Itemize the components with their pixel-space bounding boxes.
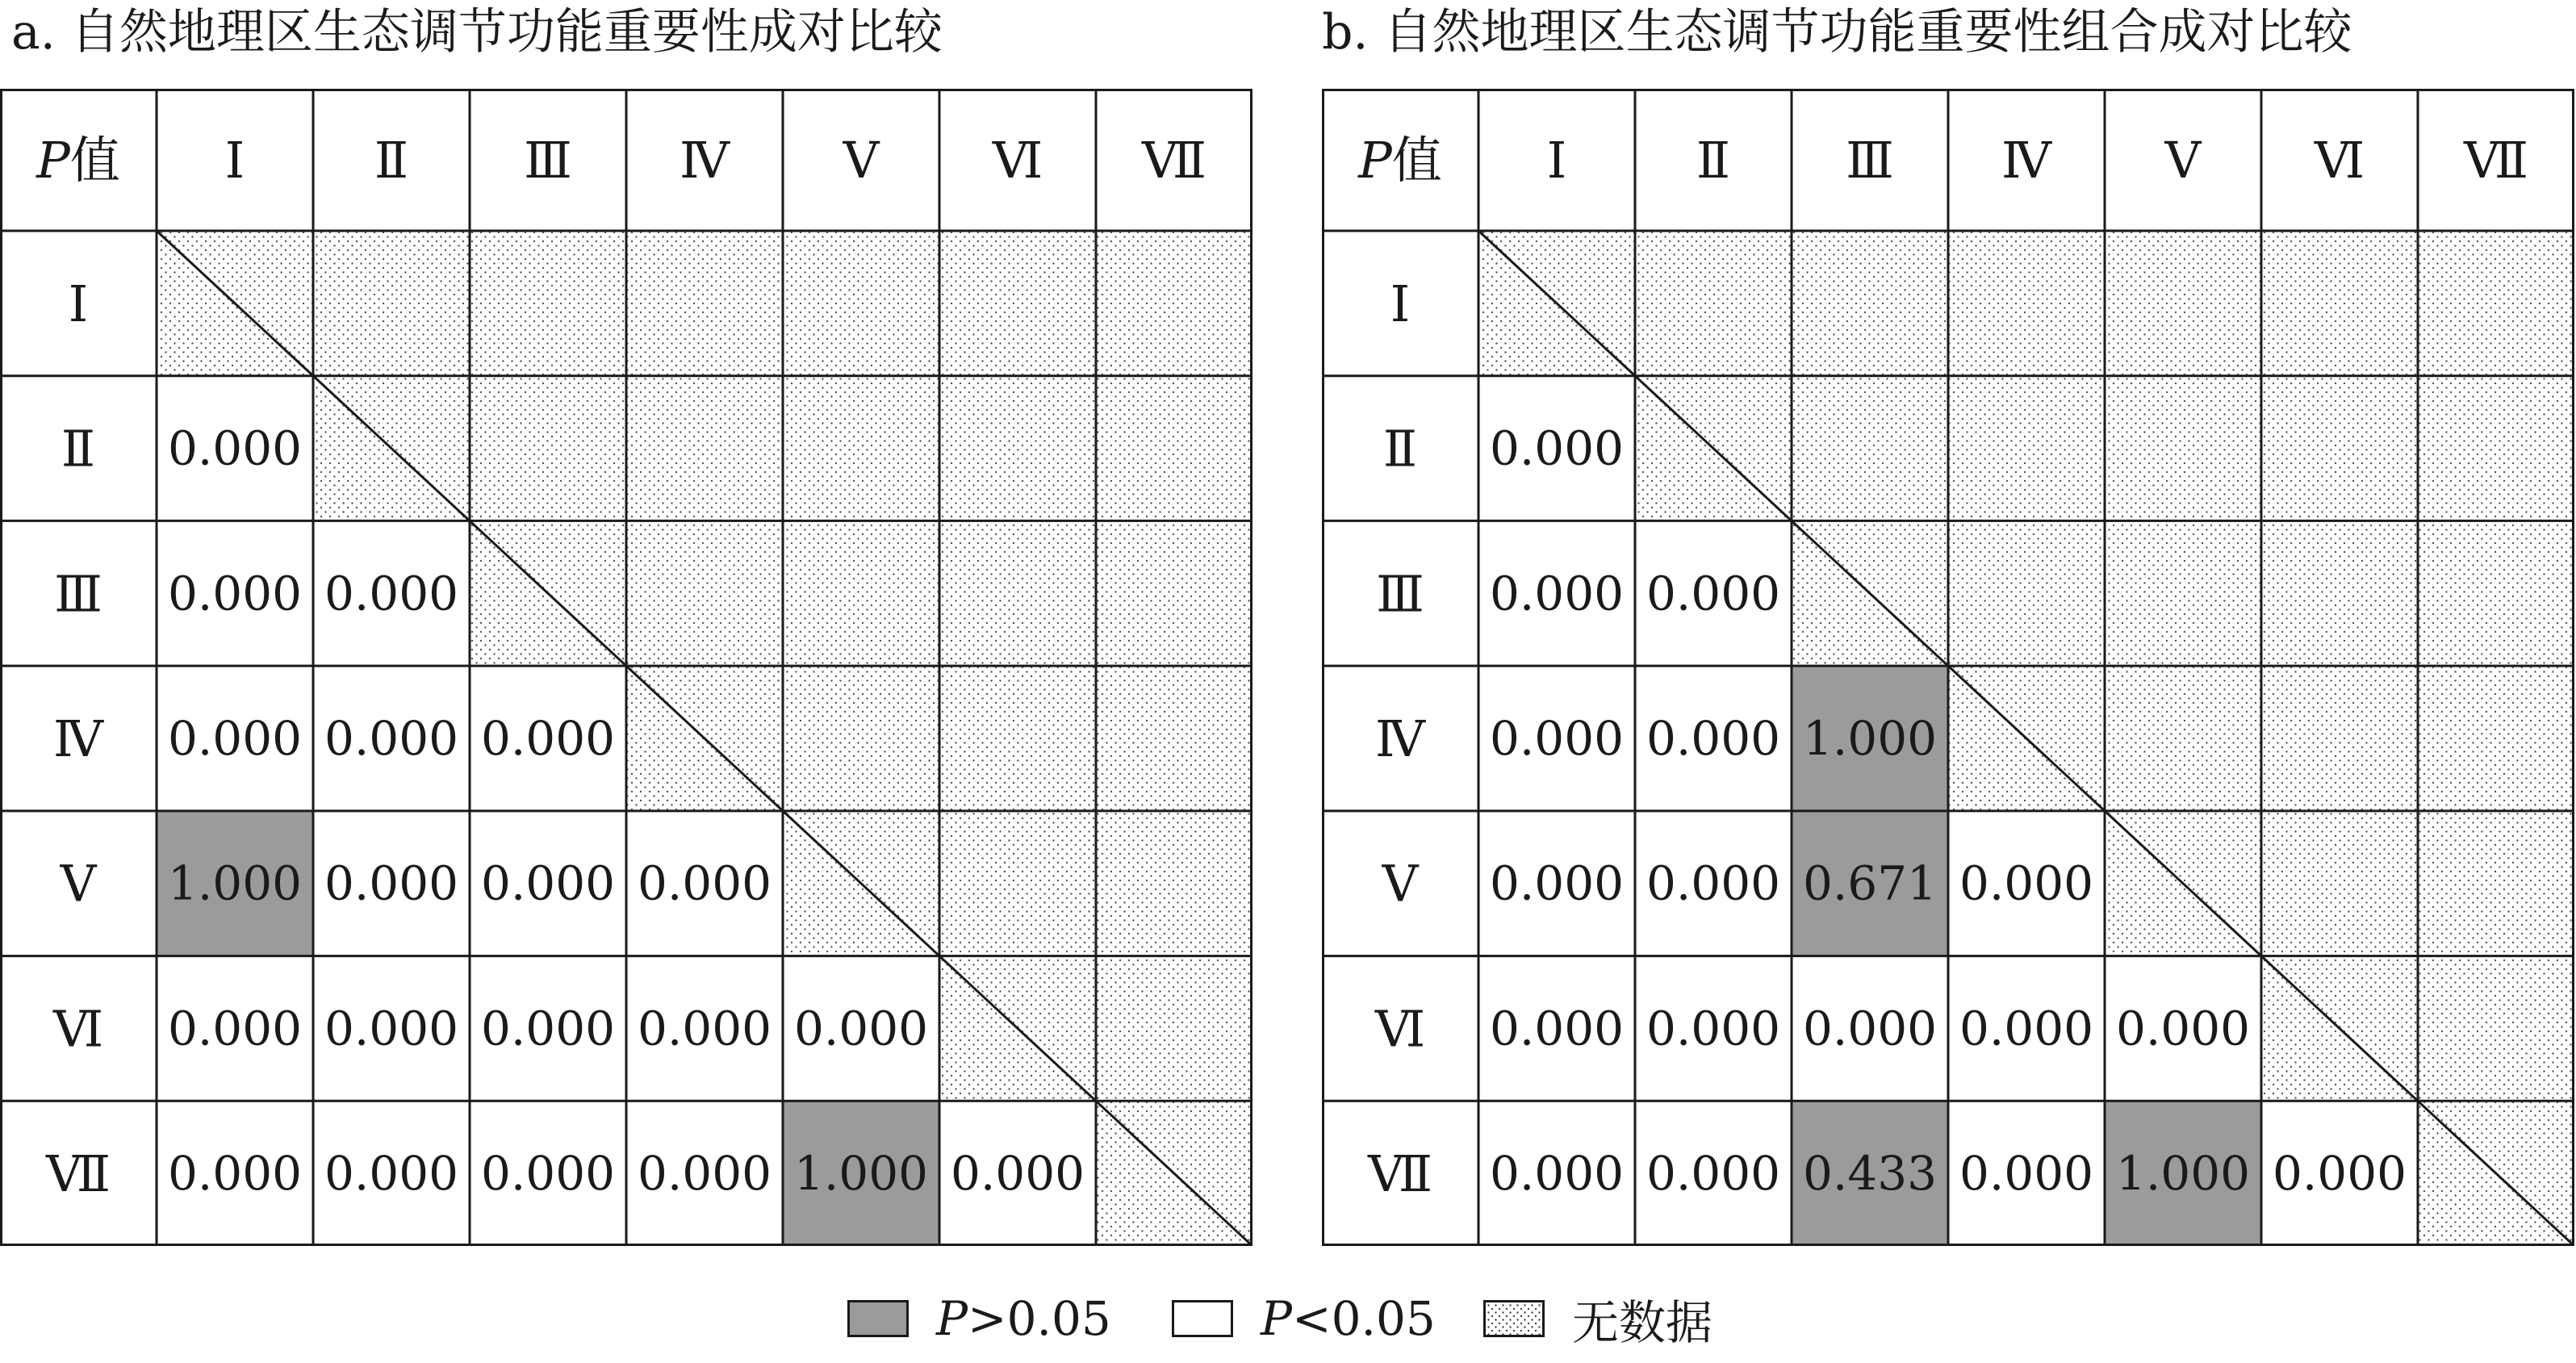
- table-row: [69, 231, 1252, 376]
- table-row: [1375, 666, 2574, 811]
- nodata-cell: [783, 521, 939, 666]
- cell-value: 0.000: [1646, 711, 1781, 766]
- nodata-cell: [1792, 376, 1948, 521]
- nodata-cell: [2105, 521, 2261, 666]
- row-header-7: Ⅶ: [1367, 1144, 1433, 1204]
- nodata-cell: [2418, 521, 2574, 666]
- column-header-4: Ⅳ: [680, 131, 730, 190]
- cell-value: 0.000: [480, 711, 616, 766]
- cell-value: 1.000: [793, 1146, 929, 1202]
- cell-value: 0.000: [167, 566, 303, 621]
- column-headers: [36, 131, 1206, 190]
- panel-b-title: b. 自然地理区生态调节功能重要性组合成对比较: [1322, 4, 2352, 61]
- legend-label-gt: P>0.05: [936, 1291, 1111, 1346]
- cell-value: 1.000: [1802, 711, 1938, 766]
- nodata-cell: [1096, 521, 1252, 666]
- nodata-cell: [1096, 956, 1252, 1102]
- nodata-cell: [1948, 521, 2105, 666]
- nodata-cell: [1792, 231, 1948, 376]
- nodata-cell: [2261, 376, 2418, 521]
- cell-value: 0.000: [1802, 1001, 1938, 1056]
- cell-value: 0.433: [1802, 1146, 1938, 1202]
- cell-value: 0.000: [637, 1146, 772, 1202]
- nodata-cell: [939, 521, 1096, 666]
- nodata-cell: [783, 666, 939, 811]
- row-header-4: Ⅳ: [53, 709, 103, 768]
- row-header-6: Ⅵ: [1374, 999, 1426, 1059]
- cell-value: 0.000: [1489, 1146, 1625, 1202]
- column-header-1: Ⅰ: [1546, 131, 1567, 190]
- legend-swatch-gray: [847, 1300, 909, 1337]
- nodata-cell: [783, 231, 939, 376]
- nodata-cell: [626, 521, 783, 666]
- cell-value: 0.000: [167, 711, 303, 766]
- nodata-cell: [2418, 811, 2574, 956]
- row-header-2: Ⅱ: [1382, 419, 1418, 479]
- column-header-2: Ⅱ: [1696, 131, 1731, 190]
- legend-swatch-white: [1172, 1300, 1233, 1337]
- table-row: [53, 666, 1252, 811]
- cell-value: 0.000: [1489, 711, 1625, 766]
- row-header-4: Ⅳ: [1375, 709, 1425, 768]
- cell-value: 0.000: [637, 855, 772, 911]
- table-row: [60, 811, 1252, 956]
- column-headers: [1357, 131, 2528, 190]
- cell-value: 1.000: [167, 855, 303, 911]
- nodata-cell: [939, 231, 1096, 376]
- nodata-cell: [1096, 811, 1252, 956]
- column-header-1: Ⅰ: [224, 131, 245, 190]
- legend-label-lt: P<0.05: [1261, 1291, 1436, 1346]
- row-header-1: Ⅰ: [1390, 274, 1411, 333]
- matrix-svg-1: [1322, 89, 2574, 1246]
- row-header-1: Ⅰ: [68, 274, 89, 333]
- cell-value: 0.000: [1959, 1146, 2094, 1202]
- nodata-cell: [626, 376, 783, 521]
- nodata-cell: [2105, 231, 2261, 376]
- cell-value: 0.000: [1646, 855, 1781, 911]
- nodata-cell: [939, 666, 1096, 811]
- panel-a-matrix: [0, 89, 1252, 1246]
- nodata-cell: [1948, 231, 2105, 376]
- nodata-cell: [470, 376, 626, 521]
- cell-value: 0.000: [167, 1146, 303, 1202]
- legend-item-nodata: [1483, 1290, 1712, 1348]
- cell-value: 0.000: [1489, 855, 1625, 911]
- cell-value: 0.000: [2272, 1146, 2407, 1202]
- nodata-cell: [2418, 231, 2574, 376]
- cell-value: 0.000: [1489, 566, 1625, 621]
- column-header-6: Ⅵ: [992, 131, 1043, 190]
- cell-value: 0.000: [2115, 1001, 2251, 1056]
- row-header-3: Ⅲ: [54, 564, 102, 624]
- cell-value: 0.000: [167, 420, 303, 476]
- nodata-cell: [313, 231, 470, 376]
- table-row: [54, 521, 1252, 666]
- cell-value: 0.000: [324, 566, 459, 621]
- legend-swatch-dotted: [1483, 1300, 1545, 1337]
- cell-value: 0.000: [324, 1001, 459, 1056]
- column-header-3: Ⅲ: [524, 131, 572, 190]
- table-row: [45, 1101, 1252, 1246]
- nodata-cell: [939, 376, 1096, 521]
- legend-item-significant-lt: [1172, 1290, 1436, 1348]
- table-row: [1367, 1101, 2574, 1246]
- nodata-cell: [939, 811, 1096, 956]
- nodata-cell: [626, 231, 783, 376]
- nodata-cell: [2261, 811, 2418, 956]
- corner-label: P值: [36, 131, 120, 190]
- cell-value: 0.000: [950, 1146, 1085, 1202]
- column-header-5: Ⅴ: [843, 131, 880, 190]
- table-row: [1390, 231, 2574, 376]
- nodata-cell: [2418, 666, 2574, 811]
- column-header-7: Ⅶ: [1141, 131, 1207, 190]
- column-header-4: Ⅳ: [2001, 131, 2051, 190]
- nodata-cell: [2105, 666, 2261, 811]
- row-header-2: Ⅱ: [61, 419, 96, 479]
- cell-value: 0.000: [480, 1001, 616, 1056]
- cell-value: 0.000: [1646, 1146, 1781, 1202]
- cell-value: 0.000: [637, 1001, 772, 1056]
- row-header-5: Ⅴ: [1382, 854, 1419, 914]
- cell-value: 0.000: [324, 855, 459, 911]
- table-row: [61, 376, 1252, 521]
- cell-value: 0.000: [324, 711, 459, 766]
- table-row: [1382, 811, 2574, 956]
- cell-value: 0.671: [1802, 855, 1938, 911]
- nodata-cell: [2105, 376, 2261, 521]
- cell-value: 0.000: [1646, 566, 1781, 621]
- row-header-6: Ⅵ: [52, 999, 104, 1059]
- panel-a-title: a. 自然地理区生态调节功能重要性成对比较: [11, 4, 943, 61]
- column-header-5: Ⅴ: [2164, 131, 2202, 190]
- table-row: [1376, 521, 2574, 666]
- table-row: [1383, 376, 2574, 521]
- cell-value: 0.000: [480, 855, 616, 911]
- nodata-cell: [2261, 666, 2418, 811]
- nodata-cell: [1948, 376, 2105, 521]
- row-header-3: Ⅲ: [1376, 564, 1424, 624]
- cell-value: 0.000: [167, 1001, 303, 1056]
- cell-value: 0.000: [793, 1001, 929, 1056]
- nodata-cell: [2418, 376, 2574, 521]
- nodata-cell: [783, 376, 939, 521]
- row-header-5: Ⅴ: [60, 854, 97, 914]
- cell-value: 0.000: [1959, 1001, 2094, 1056]
- legend-label-nodata: 无数据: [1572, 1295, 1713, 1350]
- cell-value: 0.000: [324, 1146, 459, 1202]
- row-header-7: Ⅶ: [45, 1144, 111, 1204]
- matrix-svg-0: [0, 89, 1252, 1246]
- cell-value: 1.000: [2115, 1146, 2251, 1202]
- legend-item-significant-gt: [847, 1290, 1111, 1348]
- nodata-cell: [2261, 231, 2418, 376]
- nodata-cell: [2261, 521, 2418, 666]
- cell-value: 0.000: [1489, 1001, 1625, 1056]
- nodata-cell: [2418, 956, 2574, 1102]
- nodata-cell: [1096, 376, 1252, 521]
- cell-value: 0.000: [1959, 855, 2094, 911]
- nodata-cell: [1096, 231, 1252, 376]
- nodata-cell: [1635, 231, 1792, 376]
- column-header-6: Ⅵ: [2314, 131, 2365, 190]
- nodata-cell: [470, 231, 626, 376]
- panel-b-matrix: [1322, 89, 2574, 1246]
- cell-value: 0.000: [1489, 420, 1625, 476]
- cell-value: 0.000: [480, 1146, 616, 1202]
- legend: [0, 1290, 2576, 1348]
- cell-value: 0.000: [1646, 1001, 1781, 1056]
- column-header-7: Ⅶ: [2463, 131, 2529, 190]
- nodata-cell: [1096, 666, 1252, 811]
- column-header-2: Ⅱ: [374, 131, 409, 190]
- column-header-3: Ⅲ: [1846, 131, 1894, 190]
- corner-label: P值: [1358, 131, 1442, 190]
